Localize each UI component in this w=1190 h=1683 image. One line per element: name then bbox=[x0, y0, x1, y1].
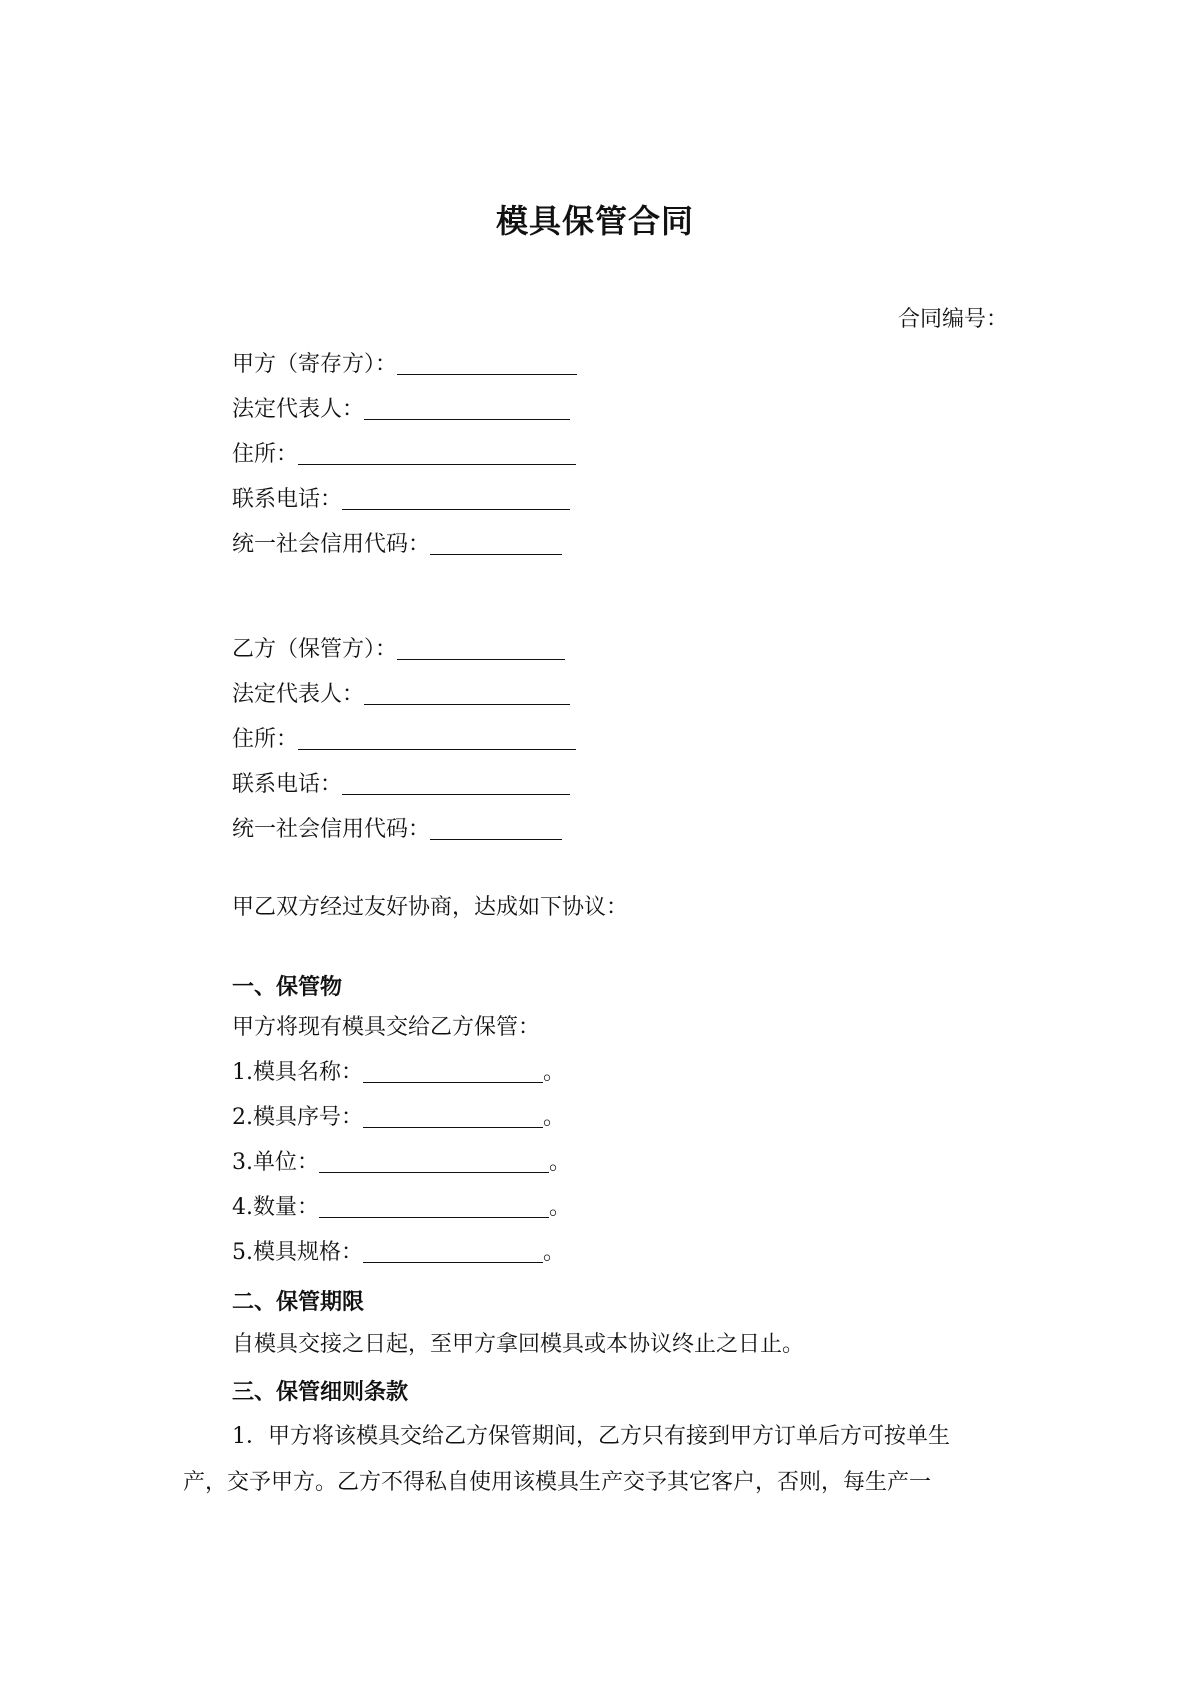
mold-name-blank[interactable] bbox=[363, 1060, 543, 1083]
party-b-address-blank[interactable] bbox=[298, 727, 576, 750]
party-b-legal-rep-blank[interactable] bbox=[364, 682, 570, 705]
party-a-phone-blank[interactable] bbox=[342, 487, 570, 510]
party-b-credit-code-row bbox=[232, 815, 562, 845]
party-a-legal-rep-blank[interactable] bbox=[364, 397, 570, 420]
party-b-heading: 乙方（保管方）： bbox=[232, 637, 398, 662]
party-a-address-row bbox=[232, 440, 576, 470]
party-a-credit-code-blank[interactable] bbox=[430, 532, 562, 555]
mold-item-row bbox=[232, 1238, 565, 1268]
party-a-heading: 甲方（寄存方）： bbox=[232, 352, 398, 377]
party-b-phone-blank[interactable] bbox=[342, 772, 570, 795]
party-a-phone-row bbox=[232, 485, 570, 515]
contract-number-label: 合同编号： bbox=[898, 307, 1009, 332]
party-a-phone-label: 联系电话： bbox=[232, 487, 343, 512]
party-b-legal-rep-row bbox=[232, 680, 570, 710]
party-a-name-blank[interactable] bbox=[397, 352, 577, 375]
party-b-credit-code-label: 统一社会信用代码： bbox=[232, 817, 431, 842]
mold-item-row bbox=[232, 1058, 565, 1088]
section-1-heading: 一、保管物 bbox=[232, 974, 343, 1000]
party-b-heading-row bbox=[232, 635, 565, 665]
mold-serial-blank[interactable] bbox=[363, 1105, 543, 1128]
mold-item-row bbox=[232, 1103, 565, 1133]
party-b-address-label: 住所： bbox=[232, 727, 299, 752]
party-a-address-label: 住所： bbox=[232, 442, 299, 467]
mold-serial-label: 2.模具序号： bbox=[232, 1105, 363, 1130]
mold-item-row bbox=[232, 1148, 571, 1178]
mold-unit-label: 3.单位： bbox=[232, 1150, 319, 1175]
mold-item-row bbox=[232, 1193, 571, 1223]
section-1-intro: 甲方将现有模具交给乙方保管： bbox=[232, 1015, 541, 1040]
item-end-mark: 。 bbox=[543, 1060, 566, 1085]
mold-quantity-blank[interactable] bbox=[319, 1195, 549, 1218]
party-a-heading-row bbox=[232, 350, 577, 380]
mold-unit-blank[interactable] bbox=[319, 1150, 549, 1173]
section-3-heading: 三、保管细则条款 bbox=[232, 1379, 409, 1405]
party-b-name-blank[interactable] bbox=[397, 637, 565, 660]
party-a-credit-code-row bbox=[232, 530, 562, 560]
section-2-heading: 二、保管期限 bbox=[232, 1289, 365, 1315]
item-end-mark: 。 bbox=[543, 1105, 566, 1130]
item-end-mark: 。 bbox=[543, 1240, 566, 1265]
party-a-address-blank[interactable] bbox=[298, 442, 576, 465]
page-title: 模具保管合同 bbox=[495, 202, 694, 240]
party-a-legal-rep-row bbox=[232, 395, 570, 425]
party-b-phone-row bbox=[232, 770, 570, 800]
agreement-intro: 甲乙双方经过友好协商，达成如下协议： bbox=[232, 895, 629, 920]
party-a-legal-rep-label: 法定代表人： bbox=[232, 397, 365, 422]
item-end-mark: 。 bbox=[549, 1150, 572, 1175]
mold-quantity-label: 4.数量： bbox=[232, 1195, 319, 1220]
party-a-credit-code-label: 统一社会信用代码： bbox=[232, 532, 431, 557]
section-2-text: 自模具交接之日起，至甲方拿回模具或本协议终止之日止。 bbox=[232, 1332, 805, 1357]
party-b-address-row bbox=[232, 725, 576, 755]
mold-spec-label: 5.模具规格： bbox=[232, 1240, 363, 1265]
party-b-phone-label: 联系电话： bbox=[232, 772, 343, 797]
party-b-legal-rep-label: 法定代表人： bbox=[232, 682, 365, 707]
item-end-mark: 。 bbox=[549, 1195, 572, 1220]
party-b-credit-code-blank[interactable] bbox=[430, 817, 562, 840]
mold-name-label: 1.模具名称： bbox=[232, 1060, 363, 1085]
section-3-para-1-line-2: 产，交予甲方。乙方不得私自使用该模具生产交予其它客户，否则，每生产一 bbox=[183, 1470, 932, 1495]
section-3-para-1-line-1: 1．甲方将该模具交给乙方保管期间，乙方只有接到甲方订单后方可按单生 bbox=[232, 1424, 950, 1449]
mold-spec-blank[interactable] bbox=[363, 1240, 543, 1263]
